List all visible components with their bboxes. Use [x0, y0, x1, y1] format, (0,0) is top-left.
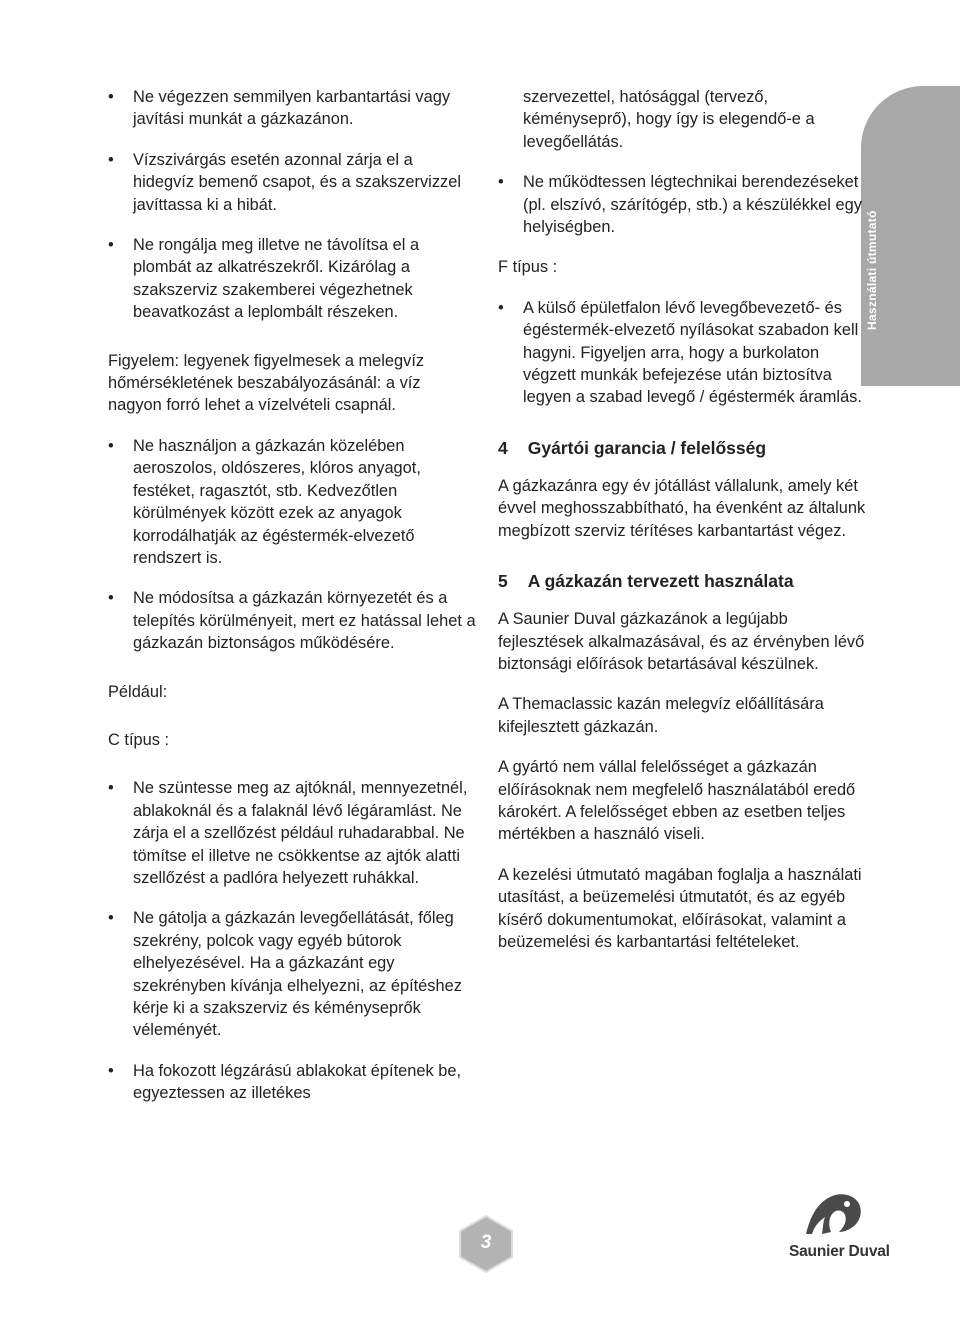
side-tab-label: Használati útmutató [865, 210, 879, 330]
f-type-label: F típus : [498, 258, 558, 277]
example-label: Például: [108, 682, 168, 701]
list-item: • Ha fokozott légzárású ablakokat építenek be, egyeztessen az illetékes [108, 1060, 478, 1105]
list-item: • Vízszivárgás esetén azonnal zárja el a hidegvíz bemenő csapot, és a szakszervizzel javíttassa ki a hibát. [108, 149, 478, 216]
section-paragraph: A gyártó nem vállal felelősséget a gázkazán előírásoknak nem megfelelő használatából eredő károkért. A felelősséget ebben az esetben teljes mértékben a használó viseli. [498, 758, 856, 844]
section-number: 5 [498, 571, 508, 592]
bullet-list [108, 435, 478, 655]
section-title: Gyártói garancia / felelősség [527, 437, 767, 458]
list-item: • Ne rongálja meg illetve ne távolítsa el a plombát az alkatrészekről. Kizárólag a szakszerviz szakemberei végezhetnek beavatkozást a leplombált részeken. [108, 234, 478, 324]
section-heading [498, 570, 868, 592]
continuation-text: szervezettel, hatósággal (tervező, kéményseprő), hogy így is elegendő-e a levegőellátás. [523, 88, 815, 151]
list-item: • Ne használjon a gázkazán közelében aeroszolos, oldószeres, klóros anyagot, festéket, ragasztót, stb. Kedvezőtlen körülmények között ezek az anyagok korrodálhatják az égéstermék-elvezető rendszert is. [108, 435, 478, 569]
bullet-list [108, 86, 478, 324]
list-item: • A külső épületfalon lévő levegőbevezető- és égéstermék-elvezető nyílásokat szabadon kell hagyni. Figyeljen arra, hogy a burkolaton végzett munkák befejezése után biztosítva legyen a szabad levegő / égéstermék áramlás. [498, 297, 868, 409]
left-column [108, 86, 478, 1123]
section-paragraph: A gázkazánra egy év jótállást vállalunk, amely két évvel meghosszabbítható, ha évenként az általunk megbízott szerviz térítéses karbantartást végez. [498, 476, 866, 540]
bullet-list [498, 171, 868, 238]
brand-name: Saunier Duval [789, 1243, 890, 1260]
section-title: A gázkazán tervezett használata [527, 571, 794, 592]
section-number: 4 [498, 437, 508, 458]
section-heading [498, 437, 868, 459]
bullet-list [498, 297, 868, 409]
warning-paragraph: Figyelem: legyenek figyelmesek a melegvíz hőmérsékletének beszabályozásánál: a víz nagyon forró lehet a vízelvételi csapnál. [108, 351, 425, 415]
section-paragraph: A Saunier Duval gázkazánok a legújabb fejlesztések alkalmazásával, és az érvényben lévő biztonsági előírások betartásával készülnek. [498, 610, 865, 673]
page-number: 3 [480, 1232, 492, 1253]
bullet-list [108, 777, 478, 1104]
list-item: • Ne szüntesse meg az ajtóknál, mennyezetnél, ablakoknál és a falaknál lévő légáramlást. Ne zárja el a szellőzést például ruhadarabbal. Ne tömítse el illetve ne csökkentse az ajtók alatti szellőzést a padlóra helyezett ruhákkal. [108, 777, 478, 889]
list-item: • Ne működtessen légtechnikai berendezéseket (pl. elszívó, szárítógép, stb.) a készülékkel egy helyiségben. [498, 171, 868, 238]
list-item: • Ne gátolja a gázkazán levegőellátását, főleg szekrény, polcok vagy egyéb bútorok elhelyezésével. Ha a gázkazánt egy szekrényben kívánja elhelyezni, az építéshez kérje ki a szakszerviz és kéményseprők véleményét. [108, 907, 478, 1041]
c-type-label: C típus : [108, 730, 170, 749]
list-item: • Ne végezzen semmilyen karbantartási vagy javítási munkát a gázkazánon. [108, 86, 478, 131]
section-paragraph: A Themaclassic kazán melegvíz előállítására kifejlesztett gázkazán. [498, 695, 824, 736]
section-paragraph: A kezelési útmutató magában foglalja a használati utasítást, a beüzemelési útmutatót, és az egyéb kísérő dokumentumokat, előírásokat, valamint a beüzemelési és karbantartási feltételeket. [498, 865, 862, 951]
saunier-duval-bird-logo-icon [800, 1190, 864, 1240]
right-column [498, 86, 868, 971]
list-item: • Ne módosítsa a gázkazán környezetét és a telepítés körülményeit, mert ez hatással lehet a gázkazán biztonságos működésére. [108, 587, 478, 654]
